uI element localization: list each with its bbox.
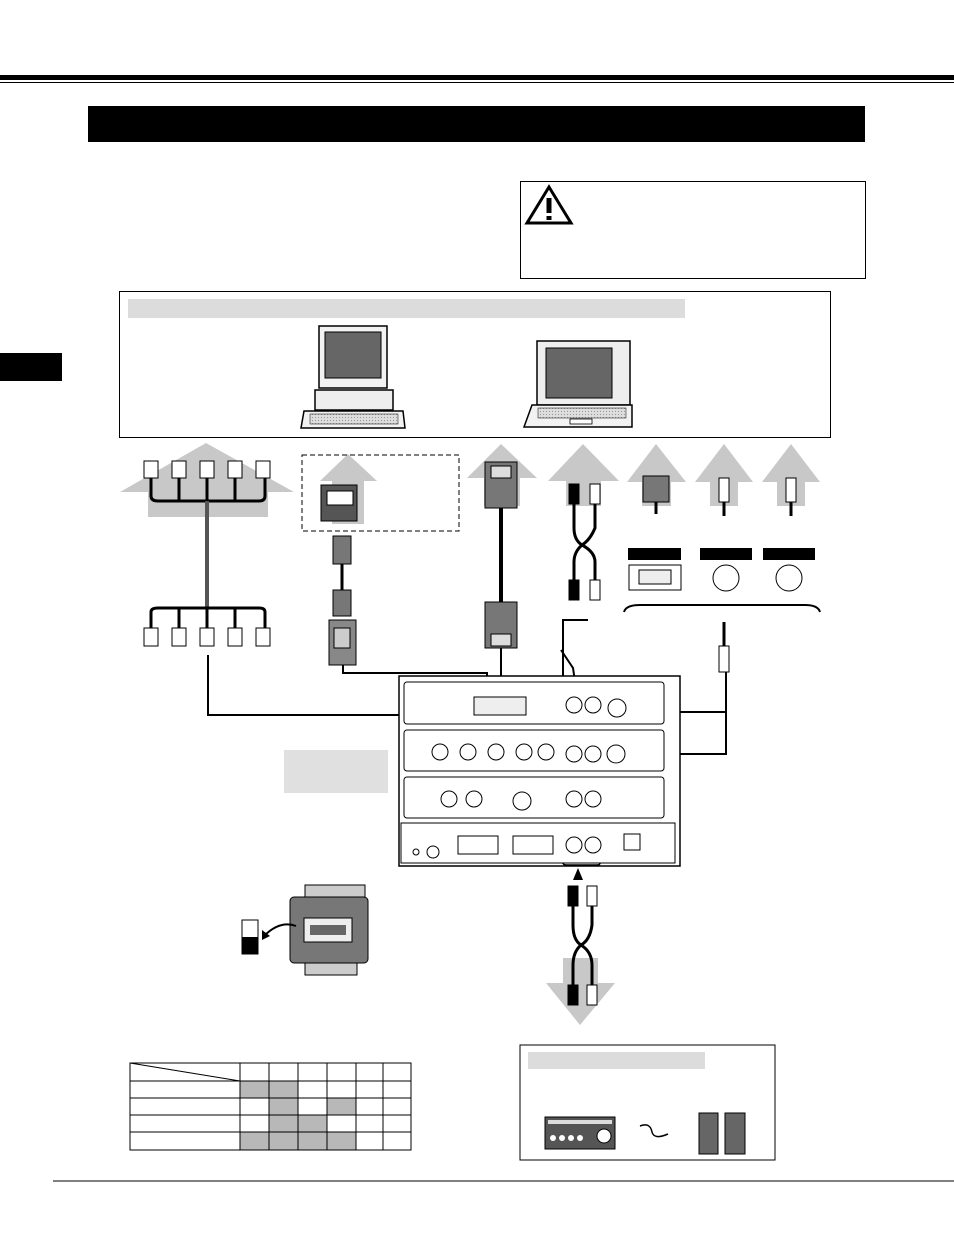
serial-connector [643, 476, 669, 514]
port-label-ps2 [700, 548, 752, 560]
mac-adapter [321, 485, 357, 665]
port-icons [629, 565, 802, 591]
port-bracket [624, 605, 820, 612]
terminal-panel [399, 676, 680, 866]
bnc-plugs-bottom [144, 628, 270, 646]
vga-cable [485, 462, 517, 648]
desktop-computer-icon [301, 326, 405, 428]
laptop-computer-icon [524, 341, 632, 427]
bnc-5-cable [151, 478, 265, 628]
up-arrow-rca [548, 444, 619, 506]
input-note-box [284, 750, 388, 793]
mode-table [130, 1063, 411, 1150]
dip-switch-adapter-icon [242, 885, 368, 975]
port-label-adb [763, 548, 815, 560]
ps2-connector [719, 478, 729, 516]
down-arrow-audio [546, 958, 615, 1025]
control-cable [719, 622, 729, 672]
adb-connector [786, 478, 796, 516]
port-label-serial [628, 548, 681, 560]
